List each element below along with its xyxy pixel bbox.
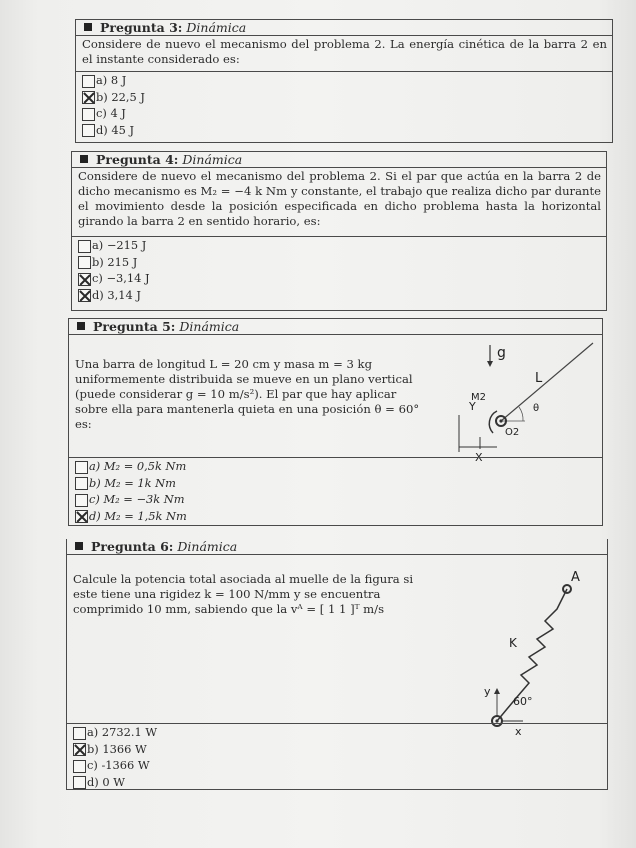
question-number: Pregunta 5: bbox=[93, 319, 176, 334]
question-header bbox=[76, 20, 612, 36]
option-c[interactable] bbox=[69, 491, 602, 508]
option-d[interactable] bbox=[76, 122, 612, 139]
label-X: X bbox=[475, 451, 483, 462]
gravity-arrowhead bbox=[487, 361, 493, 367]
option-label: b) M₂ = 1k Nm bbox=[89, 475, 176, 490]
checkbox[interactable] bbox=[82, 108, 95, 121]
option-d[interactable] bbox=[67, 774, 607, 791]
option-c[interactable] bbox=[67, 757, 607, 774]
label-theta: θ bbox=[533, 403, 540, 414]
option-label: c) 4 J bbox=[96, 106, 126, 120]
option-label: a) 2732.1 W bbox=[87, 725, 158, 739]
question-number: Pregunta 4: bbox=[96, 152, 179, 167]
label-O2: O2 bbox=[505, 427, 520, 438]
question-statement: Considere de nuevo el mecanismo del problema 2. Si el par que actúa en la barra 2 de dicho mecanismo es M₂ = −4 k Nm y constante, el trabajo que realiza dicho par durante el movimiento desde la posición especificada en dicho problema hasta la horizontal girando la barra 2 en sentido horario, es: bbox=[78, 169, 601, 228]
option-label: d) 45 J bbox=[96, 122, 135, 137]
checkbox[interactable] bbox=[73, 776, 86, 789]
checkbox-checked[interactable] bbox=[75, 510, 88, 523]
bullet-square-icon bbox=[75, 542, 83, 550]
angle-arc bbox=[519, 407, 523, 421]
option-label: d) M₂ = 1,5k Nm bbox=[89, 508, 187, 523]
option-d[interactable] bbox=[69, 508, 602, 525]
checkbox-checked[interactable] bbox=[78, 289, 91, 302]
question-number: Pregunta 6: bbox=[91, 539, 174, 554]
checkbox[interactable] bbox=[73, 760, 86, 773]
checkbox[interactable] bbox=[75, 477, 88, 490]
option-a[interactable] bbox=[76, 72, 612, 89]
checkbox[interactable] bbox=[75, 494, 88, 507]
label-g: g bbox=[497, 345, 506, 361]
bar-line bbox=[501, 343, 593, 421]
option-b[interactable] bbox=[72, 254, 606, 271]
checkbox[interactable] bbox=[82, 124, 95, 137]
checkbox-checked[interactable] bbox=[82, 91, 95, 104]
option-label: b) 215 J bbox=[92, 254, 138, 269]
question-4 bbox=[71, 151, 607, 311]
label-L: L bbox=[535, 371, 543, 386]
checkbox[interactable] bbox=[73, 727, 86, 740]
question-topic: Dinámica bbox=[179, 319, 240, 334]
options-list bbox=[67, 723, 607, 790]
checkbox-checked[interactable] bbox=[73, 743, 86, 756]
question-statement: Considere de nuevo el mecanismo del problema 2. La energía cinética de la barra 2 en el instante considerado es: bbox=[82, 37, 607, 66]
option-label: d) 3,14 J bbox=[92, 287, 141, 302]
question-5 bbox=[68, 318, 603, 526]
option-a[interactable] bbox=[67, 724, 607, 741]
option-label: b) 22,5 J bbox=[96, 89, 145, 104]
label-Y: Y bbox=[469, 400, 476, 413]
bullet-square-icon bbox=[84, 23, 92, 31]
option-a[interactable] bbox=[72, 237, 606, 254]
checkbox[interactable] bbox=[78, 240, 91, 253]
spring-figure bbox=[477, 559, 602, 739]
label-M2: M2 bbox=[471, 392, 486, 403]
question-topic: Dinámica bbox=[177, 539, 238, 554]
option-b[interactable] bbox=[76, 89, 612, 106]
option-label: a) −215 J bbox=[92, 238, 147, 252]
option-c[interactable] bbox=[72, 270, 606, 287]
option-label: d) 0 W bbox=[87, 774, 125, 789]
option-label: c) M₂ = −3k Nm bbox=[89, 492, 185, 506]
bullet-square-icon bbox=[77, 322, 85, 330]
options-list bbox=[69, 457, 602, 524]
option-b[interactable] bbox=[69, 475, 602, 492]
options-list bbox=[76, 71, 612, 138]
question-number: Pregunta 3: bbox=[100, 20, 183, 35]
question-header bbox=[67, 539, 607, 555]
question-topic: Dinámica bbox=[186, 20, 247, 35]
option-b[interactable] bbox=[67, 741, 607, 758]
options-list bbox=[72, 236, 606, 303]
question-statement: Una barra de longitud L = 20 cm y masa m = 3 kg uniformemente distribuida se mueve en un plano vertical (puede considerar g = 10 m/s²). El par que hay aplicar sobre ella para mantenerla quieta en una posición θ = 60° es: bbox=[75, 357, 420, 431]
label-K: K bbox=[509, 636, 517, 650]
question-topic: Dinámica bbox=[182, 152, 243, 167]
label-y: y bbox=[484, 685, 491, 698]
question-6 bbox=[66, 539, 608, 790]
question-statement: Calcule la potencia total asociada al muelle de la figura si este tiene una rigidez k = 100 N/mm y se encuentra comprimido 10 mm, sabiendo que la vᴬ = [ 1 1 ]ᵀ m/s bbox=[73, 572, 414, 616]
option-label: a) 8 J bbox=[96, 73, 127, 87]
checkbox[interactable] bbox=[75, 461, 88, 474]
option-a[interactable] bbox=[69, 458, 602, 475]
label-A: A bbox=[571, 570, 580, 585]
option-label: a) M₂ = 0,5k Nm bbox=[89, 459, 187, 473]
option-label: b) 1366 W bbox=[87, 741, 147, 756]
label-angle: 60° bbox=[513, 695, 533, 708]
bullet-square-icon bbox=[80, 155, 88, 163]
question-header bbox=[69, 319, 602, 335]
checkbox-checked[interactable] bbox=[78, 273, 91, 286]
checkbox[interactable] bbox=[82, 75, 95, 88]
question-3 bbox=[75, 19, 613, 143]
option-label: c) −3,14 J bbox=[92, 271, 150, 285]
question-header bbox=[72, 152, 606, 168]
label-x: x bbox=[515, 725, 522, 738]
option-c[interactable] bbox=[76, 105, 612, 122]
bar-figure bbox=[449, 337, 599, 462]
option-label: c) -1366 W bbox=[87, 758, 150, 772]
checkbox[interactable] bbox=[78, 256, 91, 269]
option-d[interactable] bbox=[72, 287, 606, 304]
